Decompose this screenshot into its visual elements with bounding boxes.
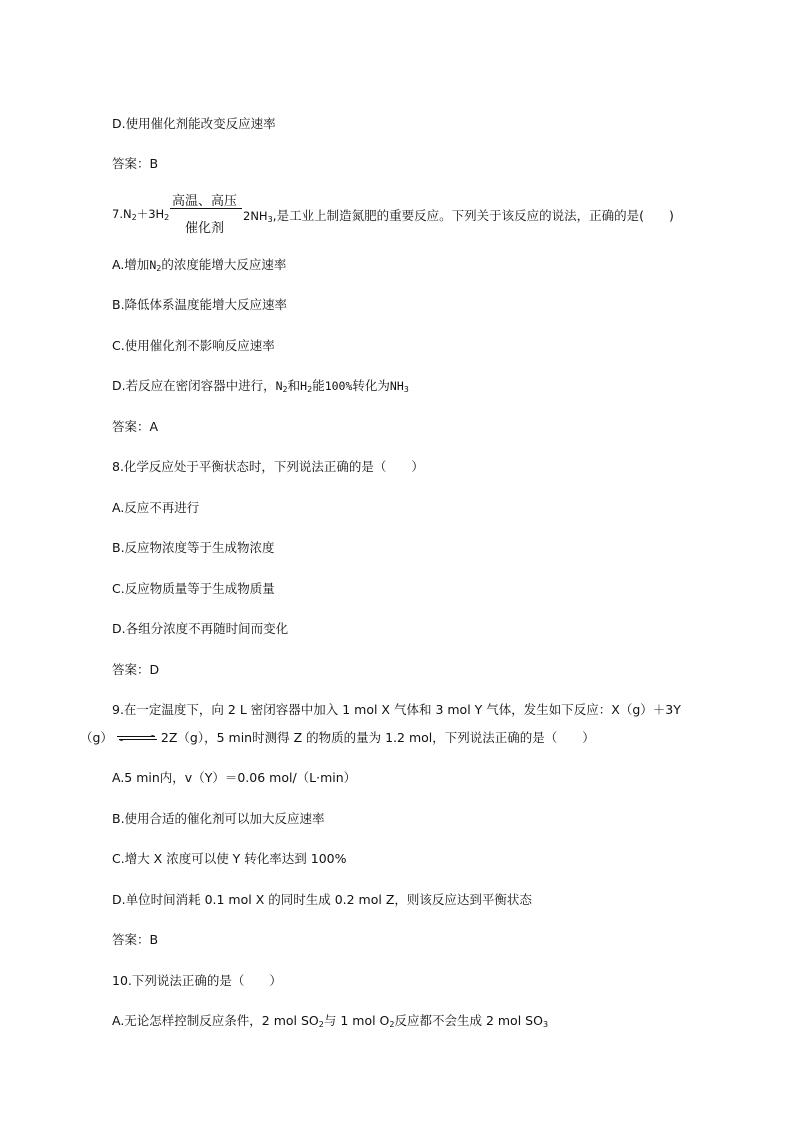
q7-option-a: A.增加$N_2$的浓度能增大反应速率 [112,257,287,273]
q9-option-b: B.使用合适的催化剂可以加大反应速率 [112,811,325,826]
q10-stem: 10.下列说法正确的是（ ） [112,973,282,988]
q9-option-c: C.增大 X 浓度可以使 Y 转化率达到 100% [112,851,347,866]
q9-answer: 答案：B [112,932,159,947]
q7-option-b: B.降低体系温度能增大反应速率 [112,297,288,312]
q9-stem-line1: 9.在一定温度下，向 2 L 密闭容器中加入 1 mol X 气体和 3 mol Y 气体，发生如下反应：X（g）＋3Y [112,702,681,717]
q8-option-b: B.反应物浓度等于生成物浓度 [112,540,275,555]
q7-condition-top: 高温、高压 [172,194,238,209]
q9-stem-line2: （g） 2Z（g），5 min时测得 Z 的物质的量为 1.2 mol，下列说法正确的是（ ） [80,730,595,745]
q7-option-d: D.若反应在密闭容器中进行，$N_2$和$H_2$能100%转化为$NH_3$ [112,378,409,394]
q7-formula-right: $2NH_3$,是工业上制造氮肥的重要反应。下列关于该反应的说法，正确的是( ) [243,208,674,224]
q7-stem [112,190,732,240]
q9-option-a: A.5 min内，v（Y）＝0.06 mol/（L·min） [112,770,357,785]
q6-answer: 答案：B [112,156,159,171]
q7-reaction-arrow [170,208,242,209]
q8-option-d: D.各组分浓度不再随时间而变化 [112,621,289,636]
q7-option-c: C.使用催化剂不影响反应速率 [112,338,275,353]
q8-stem: 8.化学反应处于平衡状态时，下列说法正确的是（ ） [112,459,424,474]
equilibrium-arrow-icon [117,735,157,741]
q6-option-d: D.使用催化剂能改变反应速率 [112,116,276,131]
q8-option-c: C.反应物质量等于生成物质量 [112,581,275,596]
q7-formula-left: $7.N_2+3H_2$ [112,207,170,222]
q8-answer: 答案：D [112,662,160,677]
q10-option-a: A.无论怎样控制反应条件，2 mol $SO_2$与 1 mol $O_2$反应都不会生成 2 mol $SO_3$ [112,1013,549,1029]
q8-option-a: A.反应不再进行 [112,500,200,515]
q9-option-d: D.单位时间消耗 0.1 mol X 的同时生成 0.2 mol Z，则该反应达到平衡状态 [112,892,532,907]
q7-condition-bottom: 催化剂 [185,221,225,236]
q7-answer: 答案：A [112,419,159,434]
